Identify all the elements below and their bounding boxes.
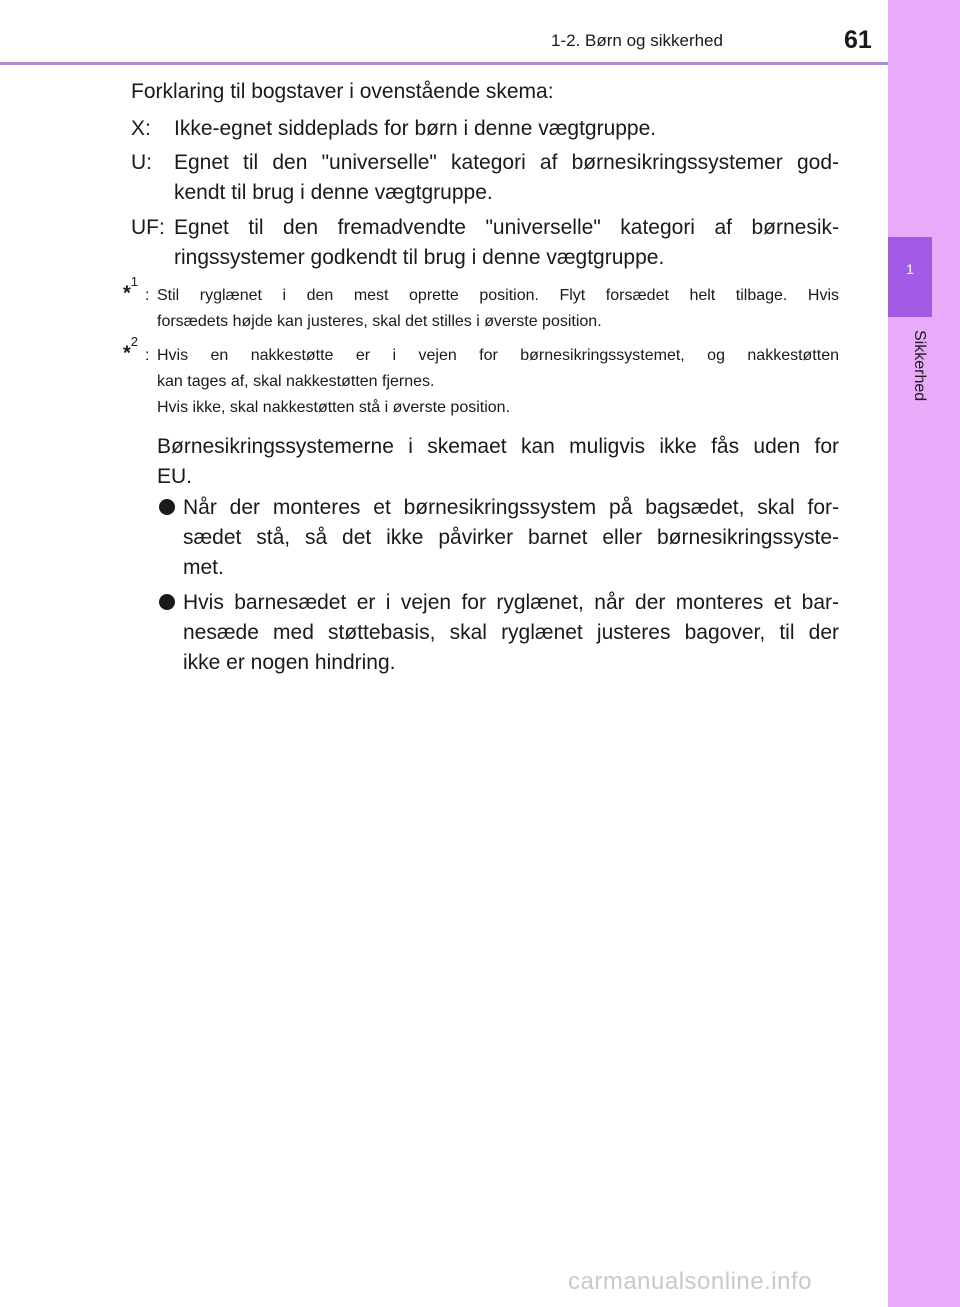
footnote-colon-1: :	[145, 287, 150, 304]
chapter-number-tab	[888, 237, 932, 317]
footnote-2-line2: kan tages af, skal nakkestøtten fjernes.	[157, 373, 435, 390]
page-number: 61	[844, 26, 872, 54]
chapter-number: 1	[906, 261, 914, 277]
footnote-colon-2: :	[145, 347, 150, 364]
bullet-1-line3: met.	[183, 556, 224, 579]
section-title: 1-2. Børn og sikkerhed	[551, 31, 723, 50]
chapter-label: Sikkerhed	[911, 330, 928, 402]
legend-key-uf: UF:	[131, 216, 165, 239]
header-divider	[0, 62, 888, 65]
bullet-1-line2: sædet stå, så det ikke påvirker barnet eller børnesikringssyste-	[183, 526, 839, 549]
footnote-marker-2: *$^2$	[123, 334, 139, 365]
chapter-side-tab	[888, 0, 960, 1307]
footnote-1-line2: forsædets højde kan justeres, skal det stilles i øverste position.	[157, 313, 602, 330]
legend-text-uf-line2: ringssystemer godkendt til brug i denne vægtgruppe.	[174, 246, 665, 269]
bullet-2-line2: nesæde med støttebasis, skal ryglænet justeres bagover, til der	[183, 621, 839, 644]
legend-text-u-line2: kendt til brug i denne vægtgruppe.	[174, 181, 493, 204]
legend-intro: Forklaring til bogstaver i ovenstående skema:	[131, 80, 554, 103]
bullet-icon	[159, 594, 175, 610]
legend-key-u: U:	[131, 151, 152, 174]
legend-text-u-line1: Egnet til den "universelle" kategori af børnesikringssystemer god-	[174, 151, 839, 174]
legend-text-x: Ikke-egnet siddeplads for børn i denne vægtgruppe.	[174, 117, 657, 140]
watermark: carmanualsonline.info	[568, 1268, 812, 1295]
legend-key-x: X:	[131, 117, 151, 140]
availability-line2: EU.	[157, 465, 193, 488]
footnote-1-line1: Stil ryglænet i den mest oprette position. Flyt forsædet helt tilbage. Hvis	[157, 287, 839, 304]
bullet-2-line3: ikke er nogen hindring.	[183, 651, 396, 674]
footnote-2-line1: Hvis en nakkestøtte er i vejen for børnesikringssystemet, og nakkestøtten	[157, 347, 839, 364]
footnote-2-line3: Hvis ikke, skal nakkestøtten stå i øverste position.	[157, 399, 511, 416]
bullet-1-line1: Når der monteres et børnesikringssystem på bagsædet, skal for-	[183, 496, 839, 519]
footnote-marker-1: *$^1$	[123, 274, 139, 305]
bullet-2-line1: Hvis barnesædet er i vejen for ryglænet, når der monteres et bar-	[183, 591, 839, 614]
availability-line1: Børnesikringssystemerne i skemaet kan muligvis ikke fås uden for	[157, 435, 839, 458]
bullet-icon	[159, 499, 175, 515]
legend-text-uf-line1: Egnet til den fremadvendte "universelle" kategori af børnesik-	[174, 216, 839, 239]
